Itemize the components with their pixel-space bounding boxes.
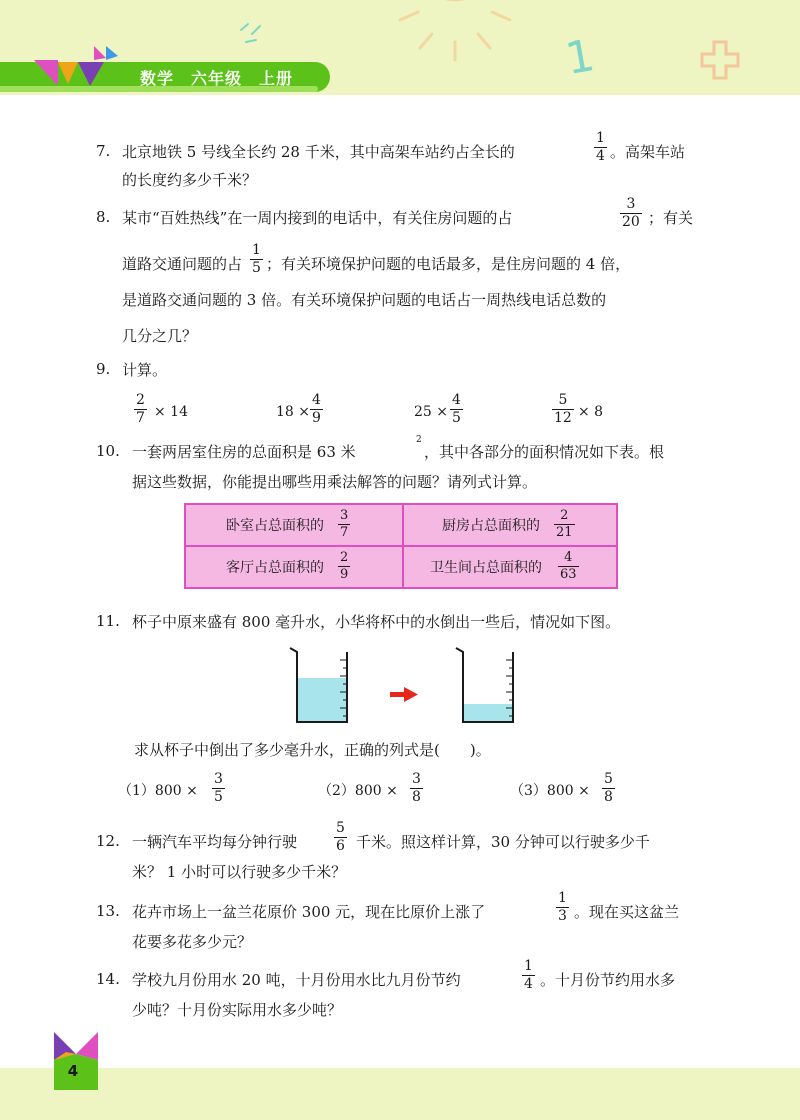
fraction-denominator: 3: [558, 908, 567, 924]
table-cell-kitchen: [442, 515, 540, 535]
problem-8-line4: 几分之几？: [122, 327, 198, 345]
fraction-numerator: 3: [620, 196, 642, 214]
problem-14-line1a: 学校九月份用水 20 吨，十月份用水比九月份节约: [132, 971, 461, 989]
problem-8-line1b: ；有关: [648, 209, 694, 227]
table-cell-kitchen-fraction: [554, 508, 575, 541]
fraction-numerator: 5: [336, 820, 345, 836]
plus-decoration-icon: [700, 40, 740, 84]
fraction-denominator: 6: [336, 838, 345, 854]
fraction-denominator: 12: [554, 410, 572, 426]
fraction-denominator: 9: [312, 410, 321, 426]
problem-13-line2: 花要多花多少元？: [132, 933, 253, 951]
problem-7-line1a: 北京地铁 5 号线全长约 28 千米，其中高架车站约占全长的: [122, 143, 515, 161]
problem-7-fraction: [594, 130, 607, 165]
fraction-numerator: 3: [340, 508, 349, 523]
problem-14-number: 14.: [96, 970, 120, 988]
water-before: [297, 678, 347, 722]
number-one-decoration: 1: [561, 29, 599, 86]
footer-background: [0, 1068, 800, 1120]
page-number: 4: [67, 1062, 79, 1080]
calc-4-tail: × 8: [578, 404, 604, 420]
beaker-illustration: [280, 640, 530, 730]
problem-8-fraction-2: [250, 242, 263, 277]
option-2-fraction: [410, 771, 423, 806]
table-cell-bathroom: [430, 557, 542, 577]
problem-13-fraction: [556, 890, 569, 925]
fraction-denominator: 4: [524, 976, 533, 992]
fraction-denominator: 4: [596, 148, 605, 164]
table-cell-living-room: [226, 557, 324, 577]
fraction-denominator: 5: [252, 260, 261, 276]
table-cell-bedroom: [226, 515, 324, 535]
fraction-denominator: 8: [604, 789, 613, 805]
table-cell-label: 客厅占总面积的: [226, 560, 324, 576]
fraction-numerator: 2: [554, 508, 575, 525]
tangram-logo-icon: [34, 44, 134, 92]
problem-7-line2: 的长度约多少千米？: [122, 171, 258, 189]
fraction-numerator: 1: [524, 958, 533, 974]
fraction-numerator: 3: [412, 771, 421, 787]
fraction-numerator: 2: [136, 392, 145, 408]
problem-12-fraction: [334, 820, 347, 855]
fraction-denominator: 5: [452, 410, 461, 426]
problem-8-line2a: 道路交通问题的占: [122, 255, 243, 273]
problem-9-text: 计算。: [122, 361, 168, 379]
problem-8-line3: 是道路交通问题的 3 倍。有关环境保护问题的电话占一周热线电话总数的: [122, 291, 607, 309]
problem-12-line1a: 一辆汽车平均每分钟行驶: [132, 833, 298, 851]
fraction-denominator: 5: [214, 789, 223, 805]
calc-1-tail: × 14: [154, 404, 188, 420]
problem-8-number: 8.: [96, 208, 111, 226]
calc-2-head: 18 ×: [276, 404, 310, 420]
problem-10-line2: 据这些数据，你能提出哪些用乘法解答的问题？请列式计算。: [132, 473, 538, 491]
problem-13-line1a: 花卉市场上一盆兰花原价 300 元，现在比原价上涨了: [132, 903, 486, 921]
problem-11-number: 11.: [96, 612, 120, 630]
problem-10-line1b: ，其中各部分的面积情况如下表。根: [424, 443, 665, 461]
table-cell-label: 卧室占总面积的: [226, 518, 324, 534]
problem-14-fraction: [522, 958, 535, 993]
fraction-denominator: 21: [556, 525, 573, 540]
problem-7-number: 7.: [96, 142, 111, 160]
table-cell-label: 厨房占总面积的: [442, 518, 540, 534]
table-cell-label: 卫生间占总面积的: [430, 560, 542, 576]
table-cell-living-room-fraction: [338, 550, 350, 583]
problem-13-line1b: 。现在买这盆兰: [574, 903, 680, 921]
problem-14-line2: 少吨？十月份实际用水多少吨？: [132, 1001, 343, 1019]
problem-12-number: 12.: [96, 832, 120, 850]
fraction-denominator: 20: [622, 214, 640, 230]
table-divider-horizontal: [186, 545, 616, 547]
fraction-denominator: 9: [340, 567, 349, 582]
water-after: [463, 704, 513, 722]
fraction-numerator: 1: [596, 130, 605, 146]
option-3-fraction: [602, 771, 615, 806]
calc-4-fraction: [552, 392, 574, 427]
problem-7-line1b: 。高架车站: [610, 143, 686, 161]
problem-14-line1b: 。十月份节约用水多: [540, 971, 676, 989]
table-cell-bathroom-fraction: [558, 550, 579, 583]
beaker-after-icon: [456, 648, 513, 722]
calc-1-fraction: [134, 392, 147, 427]
option-1-label: （1）800 ×: [118, 783, 198, 799]
table-cell-bedroom-fraction: [338, 508, 350, 541]
option-2-label: （2）800 ×: [318, 783, 398, 799]
calc-3-head: 25 ×: [414, 404, 448, 420]
book-title: 数学 六年级 上册: [140, 69, 294, 88]
problem-8-line1a: 某市“百姓热线”在一周内接到的电话中，有关住房问题的占: [122, 209, 513, 227]
fraction-denominator: 7: [136, 410, 145, 426]
calc-3-fraction: [450, 392, 463, 427]
problem-10-number: 10.: [96, 442, 120, 460]
fraction-numerator: 5: [552, 392, 574, 410]
problem-11-line2: 求从杯子中倒出了多少毫升水，正确的列式是( )。: [134, 741, 491, 759]
area-table: [184, 503, 618, 589]
fraction-numerator: 2: [340, 550, 349, 565]
fraction-numerator: 1: [252, 242, 261, 258]
problem-13-number: 13.: [96, 902, 120, 920]
option-1-fraction: [212, 771, 225, 806]
fraction-numerator: 4: [312, 392, 321, 408]
sun-decoration-icon: [380, 0, 530, 70]
fraction-denominator: 8: [412, 789, 421, 805]
problem-12-line1b: 千米。照这样计算，30 分钟可以行驶多少千: [356, 833, 650, 851]
problem-8-fraction-1: [620, 196, 642, 231]
option-3-label: （3）800 ×: [510, 783, 590, 799]
fraction-numerator: 1: [558, 890, 567, 906]
problem-12-line2: 米？ 1 小时可以行驶多少千米？: [132, 863, 347, 881]
problem-11-line1: 杯子中原来盛有 800 毫升水，小华将杯中的水倒出一些后，情况如下图。: [132, 613, 621, 631]
square-superscript: 2: [416, 435, 422, 445]
fraction-numerator: 3: [214, 771, 223, 787]
problem-9-number: 9.: [96, 360, 111, 378]
problem-8-line2b: ；有关环境保护问题的电话最多，是住房问题的 4 倍，: [266, 255, 631, 273]
red-arrow-icon: [390, 687, 418, 702]
calc-2-fraction: [310, 392, 323, 427]
problem-10-line1a: 一套两居室住房的总面积是 63 米: [132, 443, 356, 461]
fraction-denominator: 7: [340, 525, 349, 540]
fraction-numerator: 4: [452, 392, 461, 408]
fraction-numerator: 5: [604, 771, 613, 787]
doodle-decoration: [236, 20, 276, 50]
fraction-denominator: 63: [560, 567, 577, 582]
fraction-numerator: 4: [558, 550, 579, 567]
beaker-before-icon: [290, 648, 347, 722]
